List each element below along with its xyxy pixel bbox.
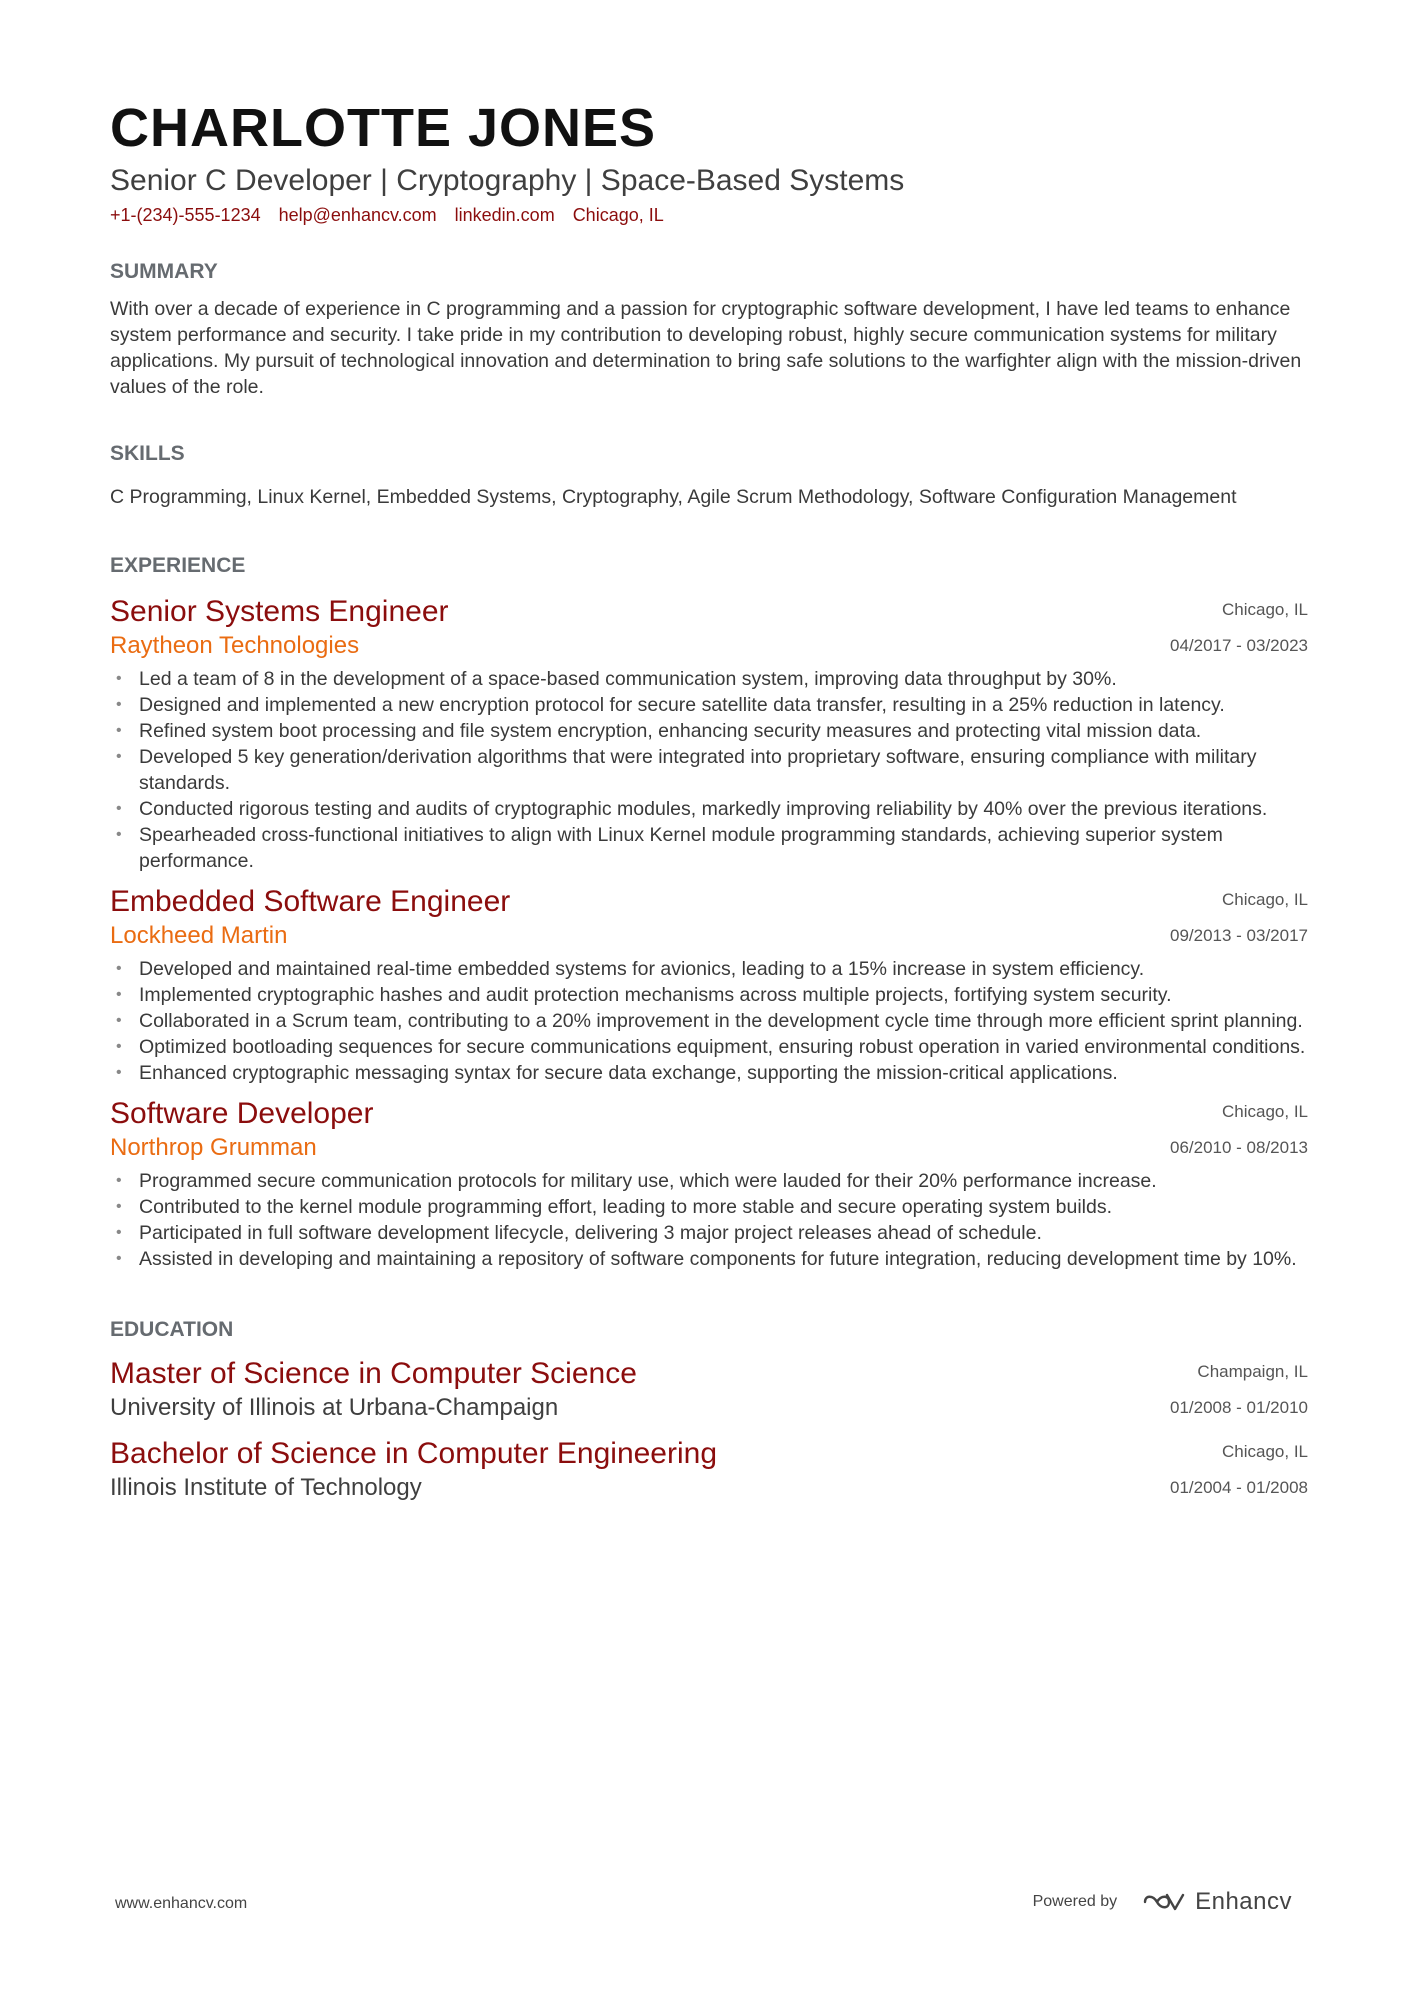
bullet-dot-icon: • <box>116 1250 122 1267</box>
summary-text: With over a decade of experience in C programming and a passion for cryptographic software development, I have led teams to enhance system performance and security. I take pride in my contribution to developing robust, highly secure communication systems for military applications. My pursuit of technological innovation and determination to bring safe solutions to the warfighter align with the mission-driven values of the role. <box>110 298 1302 398</box>
contact-phone[interactable]: +1-(234)-555-1234 <box>110 205 261 225</box>
bullet-item: • Participated in full software development lifecycle, delivering 3 major project releases ahead of schedule. <box>116 1222 1042 1244</box>
bullet-item: • Programmed secure communication protocols for military use, which were lauded for their 20% performance increase. <box>116 1170 1157 1192</box>
skills-section <box>110 440 1308 510</box>
job-bullets <box>110 956 1308 1086</box>
job-bullets <box>110 1168 1308 1272</box>
job-title: Senior Systems Engineer <box>110 595 449 628</box>
contact-linkedin[interactable]: linkedin.com <box>454 205 555 225</box>
job-location: Chicago, IL <box>1222 600 1308 619</box>
education-entry <box>110 1436 1308 1504</box>
company-name: Raytheon Technologies <box>110 632 360 659</box>
contact-email[interactable]: help@enhancv.com <box>278 205 437 225</box>
job-dates: 04/2017 - 03/2023 <box>1169 636 1308 655</box>
experience-entry <box>110 1096 1308 1272</box>
school-location: Chicago, IL <box>1222 1442 1308 1461</box>
education-entry <box>110 1356 1308 1424</box>
bullet-dot-icon: • <box>116 696 122 713</box>
job-dates: 09/2013 - 03/2017 <box>1169 926 1308 945</box>
footer-website[interactable]: www.enhancv.com <box>115 1895 248 1912</box>
bullet-item: • Designed and implemented a new encryption protocol for secure satellite data transfer, resulting in a 25% reduction in latency. <box>116 694 1225 716</box>
contact-row <box>110 202 1308 228</box>
bullet-dot-icon: • <box>116 800 122 817</box>
school-dates: 01/2008 - 01/2010 <box>1169 1398 1308 1417</box>
summary-section <box>110 258 1308 400</box>
bullet-item: • Developed 5 key generation/derivation algorithms that were integrated into proprietary software, ensuring compliance with military standards. <box>116 746 1257 794</box>
bullet-dot-icon: • <box>116 722 122 739</box>
job-location: Chicago, IL <box>1222 890 1308 909</box>
bullet-item: • Implemented cryptographic hashes and audit protection mechanisms across multiple projects, fortifying system security. <box>116 984 1172 1006</box>
bullet-dot-icon: • <box>116 826 122 843</box>
school-name: University of Illinois at Urbana-Champaign <box>110 1394 559 1421</box>
bullet-dot-icon: • <box>116 1172 122 1189</box>
bullet-dot-icon: • <box>116 1064 122 1081</box>
job-bullets <box>110 666 1308 874</box>
candidate-name: CHARLOTTE JONES <box>110 98 657 158</box>
job-location: Chicago, IL <box>1222 1102 1308 1121</box>
bullet-dot-icon: • <box>116 1224 122 1241</box>
bullet-item: • Contributed to the kernel module programming effort, leading to more stable and secure operating system builds. <box>116 1196 1113 1218</box>
bullet-item: • Developed and maintained real-time embedded systems for avionics, leading to a 15% increase in system efficiency. <box>116 958 1145 980</box>
bullet-item: • Assisted in developing and maintaining a repository of software components for future integration, reducing development time by 10%. <box>116 1248 1297 1270</box>
school-name: Illinois Institute of Technology <box>110 1474 422 1501</box>
bullet-item: • Optimized bootloading sequences for secure communications equipment, ensuring robust operation in varied environmental conditions. <box>116 1036 1306 1058</box>
school-location: Champaign, IL <box>1197 1362 1308 1381</box>
section-title-skills: SKILLS <box>110 442 185 465</box>
experience-entry <box>110 594 1308 874</box>
footer-branding <box>1033 1888 1292 1916</box>
resume-header <box>110 96 1308 228</box>
degree-title: Master of Science in Computer Science <box>110 1357 637 1390</box>
bullet-item: • Refined system boot processing and file system encryption, enhancing security measures and protecting vital mission data. <box>116 720 1202 742</box>
bullet-dot-icon: • <box>116 1038 122 1055</box>
degree-title: Bachelor of Science in Computer Engineering <box>110 1437 718 1470</box>
resume-page <box>110 96 1308 1504</box>
bullet-dot-icon: • <box>116 670 122 687</box>
candidate-headline: Senior C Developer | Cryptography | Space-Based Systems <box>110 164 905 197</box>
job-title: Software Developer <box>110 1097 374 1130</box>
bullet-item: • Collaborated in a Scrum team, contributing to a 20% improvement in the development cycle time through more efficient sprint planning. <box>116 1010 1303 1032</box>
bullet-dot-icon: • <box>116 960 122 977</box>
bullet-item: • Spearheaded cross-functional initiatives to align with Linux Kernel module programming standards, achieving superior system performance. <box>116 824 1223 872</box>
section-title-summary: SUMMARY <box>110 260 218 283</box>
powered-by-label: Powered by <box>1032 1893 1118 1910</box>
school-dates: 01/2004 - 01/2008 <box>1169 1478 1308 1497</box>
experience-section <box>110 552 1308 1272</box>
bullet-dot-icon: • <box>116 986 122 1003</box>
experience-entry <box>110 884 1308 1086</box>
skills-text: C Programming, Linux Kernel, Embedded Systems, Cryptography, Agile Scrum Methodology, Software Configuration Management <box>110 486 1237 508</box>
bullet-dot-icon: • <box>116 1198 122 1215</box>
bullet-item: • Enhanced cryptographic messaging syntax for secure data exchange, supporting the mission-critical applications. <box>116 1062 1118 1084</box>
education-section <box>110 1316 1308 1504</box>
bullet-dot-icon: • <box>116 1012 122 1029</box>
company-name: Lockheed Martin <box>110 922 288 949</box>
enhancv-logo-icon <box>1141 1889 1187 1915</box>
job-title: Embedded Software Engineer <box>110 885 511 918</box>
section-title-education: EDUCATION <box>110 1318 234 1341</box>
company-name: Northrop Grumman <box>110 1134 317 1161</box>
bullet-dot-icon: • <box>116 748 122 765</box>
bullet-item: • Conducted rigorous testing and audits of cryptographic modules, markedly improving reliability by 40% over the previous iterations. <box>116 798 1268 820</box>
bullet-item: • Led a team of 8 in the development of a space-based communication system, improving data throughput by 30%. <box>116 668 1117 690</box>
section-title-experience: EXPERIENCE <box>110 554 246 577</box>
contact-location: Chicago, IL <box>572 205 664 225</box>
brand-name: Enhancv <box>1195 1888 1292 1915</box>
job-dates: 06/2010 - 08/2013 <box>1169 1138 1308 1157</box>
